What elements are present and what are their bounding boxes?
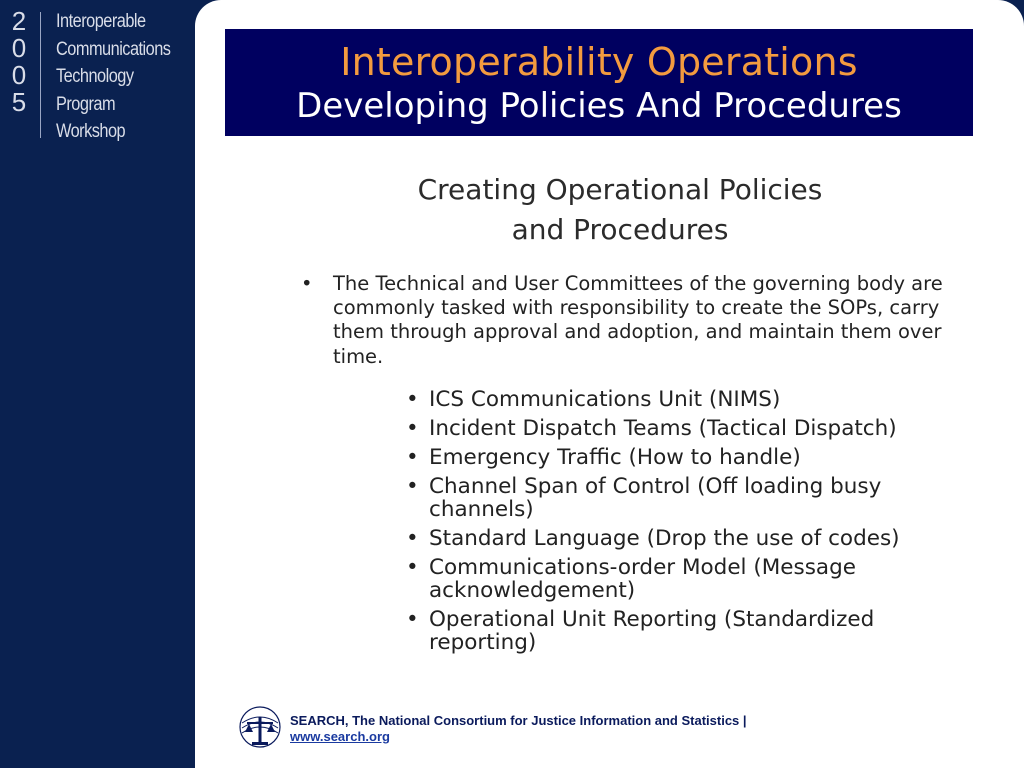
footer-org-text: SEARCH, The National Consortium for Justice Information and Statistics | [290,713,747,728]
slide-subtitle: Developing Policies And Procedures [296,86,902,126]
sub-bullet-list [404,388,984,660]
main-bullet-list [298,272,978,369]
program-name [56,8,189,146]
slide-title: Interoperability Operations [340,40,858,84]
brand-divider [40,12,41,138]
title-banner [225,29,973,136]
sub-bullet: • Operational Unit Reporting (Standardized reporting) [404,608,984,654]
program-line: Workshop [56,121,126,142]
footer-website-link[interactable]: www.search.org [290,729,390,744]
year-digit: 0 [11,33,27,63]
year-label [8,8,30,116]
sub-bullet: • Emergency Traffic (How to handle) [404,446,984,469]
sub-bullet: • Communications-order Model (Message acknowledgement) [404,556,984,602]
year-digit: 0 [11,60,27,90]
program-line: Program [56,93,116,115]
footer [290,713,747,745]
main-bullet: • The Technical and User Committees of the governing body are commonly tasked with responsibility to create the SOPs, carry them through approval and adoption, and maintain them over time. [298,272,978,369]
program-line: Communications [56,38,171,60]
sub-bullet: • Channel Span of Control (Off loading busy channels) [404,475,984,521]
heading-line: Creating Operational Policies [417,173,823,206]
search-logo-icon [238,705,282,751]
sub-bullet: • Standard Language (Drop the use of codes) [404,527,984,550]
sub-bullet: • ICS Communications Unit (NIMS) [404,388,984,411]
year-digit: 2 [11,6,27,36]
year-digit: 5 [11,87,27,117]
branding-sidebar [0,0,195,768]
sub-bullet: • Incident Dispatch Teams (Tactical Dispatch) [404,417,984,440]
program-line: Interoperable [56,11,146,32]
heading-line: and Procedures [511,213,729,246]
section-heading [300,170,940,250]
program-line: Technology [56,66,134,87]
